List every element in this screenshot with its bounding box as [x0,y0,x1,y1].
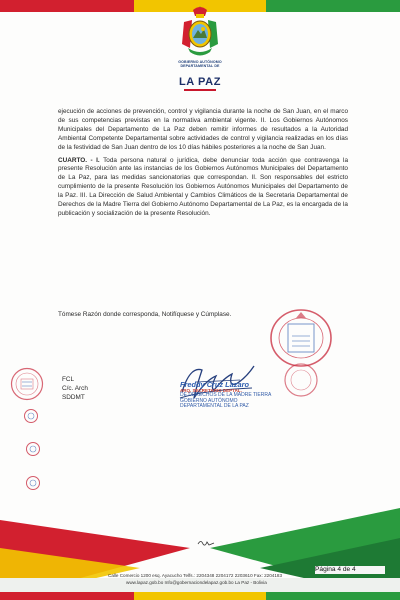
signature-stamp [180,382,272,410]
footer-address: Calle Comercio 1200 esq. Ayacucho Telfs.: 2204348 2204172 2203610 Fax: 2204183 [108,573,283,578]
paragraph-cuarto [58,157,348,219]
initials-block [62,375,88,402]
signatory-unit: DE DERECHOS DE LA MADRE TIERRA [180,392,272,399]
article-text: Toda persona natural o jurídica, debe denunciar toda acción que contravenga la presente Resolución ante las instancias de los Gobiernos Autónomos Municipales del Departamento de La Paz, para las medidas sancionatorias que correspondan. II. Son responsables del estricto cumplimiento de la presente Resolución los Gobiernos Autónomos Municipales del Departamento de la Paz. III. La Dirección de Salud Ambiental y Cambios Climáticos de la Secretaria Departamental de Derechos de la Madre Tierra del Gobierno Autónomo Departamental de La Paz, es la encargada de la publicación y socialización de la presente Resolución. [58,156,348,217]
coat-of-arms-emblem [176,4,224,60]
government-label [168,60,232,69]
signatory-title: ARQ. SECRETARIO DEPTAL. [180,387,242,393]
official-seal-stamp [268,306,334,404]
resolution-body [58,108,348,223]
page-number [315,566,385,574]
footer-decoration [0,508,400,600]
seal-stamp-mark-1 [23,408,39,424]
government-label-line2: DEPARTAMENTAL DE [180,64,220,69]
seal-stamp-mark-3 [25,475,41,491]
paragraph-continuation: ejecución de acciones de prevención, control y vigilancia durante la noche de San Juan, en el marco de sus competencias previstas en la normativa ambiental vigente. II. Los Gobiernos Autónomos Municipales del Departamento de La Paz deben remitir informes de resultados a la Autoridad Ambiental Competente Departamental sobre actividades de control y vigilancia realizadas en los días de la festividad de San Juan dentro de los 10 días hábiles posteriores a la noche de San Juan. [58,108,348,151]
round-seal-stamp-left [10,367,44,401]
initials-line-3: SDDMT [62,394,85,401]
initials-line-2: C/c. Arch [62,385,88,392]
initials-line-1: FCL [62,376,75,383]
seal-stamp-mark-2 [25,441,41,457]
footer-contact: www.lapaz.gob.bo Info@gobernaciondelapaz.gob.bo La Paz - Bolivia [126,580,267,585]
article-heading: CUARTO. - I. [58,156,100,164]
bottom-color-band [0,592,400,600]
signatory-institution: GOBIERNO AUTÓNOMO DEPARTAMENTAL DE LA PAZ [180,397,249,410]
signatory-name: Freddy Cruz Lazaro [180,380,249,389]
page-number-text: Página 4 de 4 [315,566,356,573]
closing-formula: Tómese Razón donde corresponda, Notifíquese y Cúmplase. [58,311,232,318]
government-label-line1: GOBIERNO AUTÓNOMO [178,60,222,64]
government-name: LA PAZ [178,76,222,88]
government-name-underline [184,89,216,91]
